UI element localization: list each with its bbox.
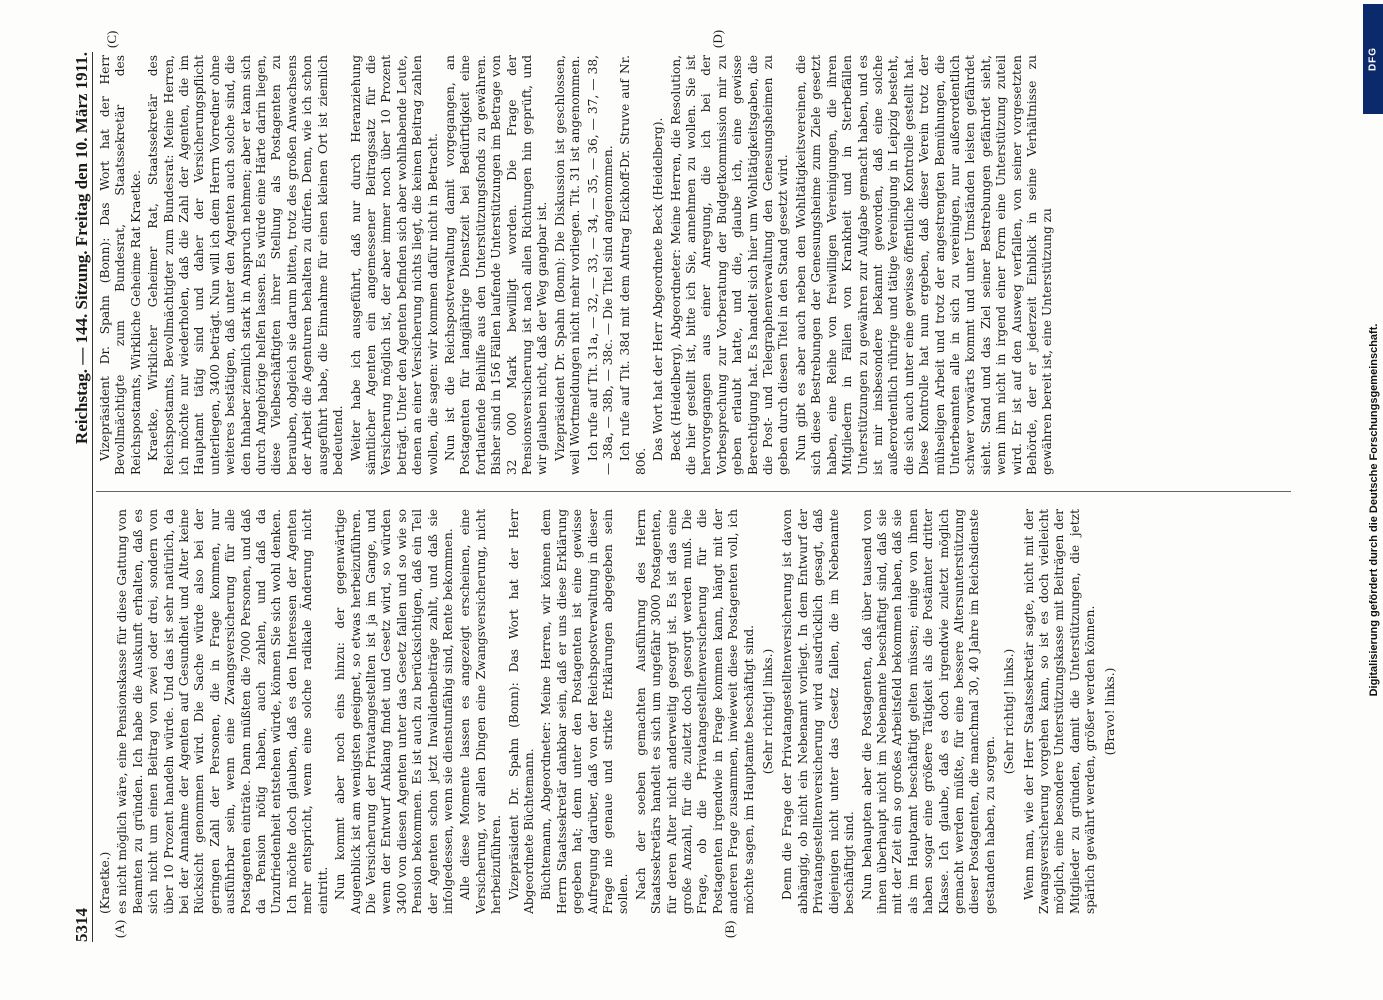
paragraph: Nun ist die Reichspostverwaltung damit vorgegangen, an Postagenten für langjährige Dienstzeit bei Bedürftigkeit eine fortlaufende Beihilfe aus den Unterstützungsfonds zu gewähren. Bisher sind in 156 Fällen laufende Unterstützungen im Betrage von 32 000 Mark bewilligt worden. Die Frage der Pensionsversicherung ist nach allen Richtungen hin geprüft, und wir glauben nicht, daß der Weg gangbar ist. — [442, 55, 550, 475]
page-header — [66, 52, 93, 942]
paragraph: Weiter habe ich ausgeführt, daß nur durch Heranziehung sämtlicher Agenten ein angemessener Beitragssatz für die Versicherung möglich ist, der aber immer noch über 10 Prozent beträgt. Unter den Agenten befinden sich aber wohlhabende Leute, denen an einer Versicherung nichts liegt, die keinen Beitrag zahlen wollen, die sagen: wir kommen dafür nicht in Betracht. — [348, 55, 440, 475]
column-divider — [96, 491, 1291, 492]
paragraph: Ich rufe auf Tit. 38d mit dem Antrag Eickhoff-Dr. Struve auf Nr. 806. — [618, 55, 648, 475]
paragraph: Das Wort hat der Herr Abgeordnete Beck (Heidelberg). — [651, 117, 666, 461]
paragraph: (Kraetke.) — [98, 851, 112, 914]
digitization-text: Digitalisierung gefördert durch die Deutsche Forschungsgemeinschaft. — [1368, 323, 1380, 697]
dfg-logo — [1363, 4, 1383, 114]
paragraph: Vizepräsident Dr. Spahn (Bonn): Das Wort hat der Herr Abgeordnete Büchtemann. — [506, 509, 536, 914]
interjection: (Bravo! links.) — [1102, 667, 1117, 756]
dfg-badge-text: DFG — [1367, 46, 1379, 72]
interjection: (Sehr richtig! links.) — [761, 648, 776, 775]
right-text-column — [98, 55, 1293, 475]
margin-mark-b: (B) — [722, 920, 737, 938]
paragraph: Büchtemann, Abgeordneter: Meine Herren, wir können dem Herrn Staatssekretär dankbar sein, daß er uns diese Erklärung gegeben hat; denn unter den Postagenten ist eine gewisse Aufregung darüber, daß von der Reichspostverwaltung in dieser Frage nie genaue und strikte Erklärungen abgegeben sein sollen. — [539, 509, 631, 914]
paragraph: Vizepräsident Dr. Spahn (Bonn): Die Diskussion ist geschlossen, weil Wortmeldungen nicht mehr vorliegen. Tit. 31 ist angenommen. — [552, 55, 583, 475]
page-number: 5314 — [72, 908, 91, 942]
paragraph: es nicht möglich wäre, eine Pensionskasse für diese Gattung von Beamten zu gründen. Ich habe die Auskunft erhalten, daß es sich nicht um einen Beitrag von zwei oder drei, sondern von über 10 Prozent handeln würde. Und das ist sehr natürlich, da bei der Annahme der Agenten auf Gesundheit und Alter keine Rücksicht genommen wird. Die Sache würde also bei der geringen Zahl der Personen, die in Frage kommen, nur ausführbar sein, wenn eine Zwangsversicherung für alle Postagenten einträte. Dann müßten die 7000 Personen, und daß da Pension nötig haben, auch zahlen, und daß da Unzufriedenheit entstehen würde, können Sie sich wohl denken. Ich möchte doch glauben, daß es den Interessen der Agenten mehr entspricht, wenn eine solche radikale Änderung nicht eintritt. — [115, 509, 330, 914]
digitization-notice — [1366, 120, 1382, 900]
paragraph: Ich rufe auf Tit. 31a, — 32, — 33, — 34, — 35, — 36, — 37, — 38, — 38a, — 38b, — 38c. — Die Titel sind angenommen. — [585, 55, 615, 475]
margin-mark-d: (D) — [710, 29, 725, 48]
margin-mark-c: (C) — [104, 30, 119, 48]
paragraph: Vizepräsident Dr. Spahn (Bonn): Das Wort hat der Herr Bevollmächtigte zum Bundesrat, Staatssekretär des Reichspostamts, Wirkliche Geheime Rat Kraetke. — [98, 55, 143, 475]
paragraph: Denn die Frage der Privatangestelltenversicherung ist davon abhängig, ob nicht ein Nebenamt vorliegt. In dem Entwurf der Privatangestelltenversicherung wird ausdrücklich gesagt, daß diejenigen nicht unter das Gesetz fallen, die im Nebenamte beschäftigt sind. — [780, 509, 857, 914]
paragraph: Nun gibt es aber auch neben den Wohltätigkeitsvereinen, die sich diese Bestrebungen der Genesungsheime zum Ziele gesetzt haben, eine Reihe von freiwilligen Vereinigungen, die ihren Mitgliedern in Fällen von Krankheit und in Sterbefällen Unterstützungen zu gewähren zur Aufgabe gemacht haben, und es ist mir insbesondere bekannt geworden, daß eine solche außerordentlich rührige und tätige Vereinigung in Leipzig besteht, die sich auch unter eine gewisse öffentliche Kontrolle gestellt hat. Diese Kontrolle hat nun ergeben, daß dieser Verein trotz der mühseligen Arbeit und trotz der angestrengten Bemühungen, die Unterbeamten alle in sich zu vereinigen, nur außerordentlich schwer vorwärts kommt und unter Umständen leisten gefährdet sieht. Stand und das Ziel seiner Bestrebungen gefährdet sieht, wenn ihm nicht in irgend einer Form eine Unterstützung zuteil wird. Er ist auf den Ausweg verfallen, von seiner vorgesetzten Behörde, der er jederzeit Einblick in seine Verhältnisse zu gewähren bereit ist, eine Unterstützung zu — [793, 55, 1055, 475]
interjection: (Sehr richtig! links.) — [1002, 648, 1017, 775]
paragraph: Alle diese Momente lassen es angezeigt erscheinen, eine Versicherung, vor allen Dingen eine Zwangsversicherung, nicht herbeizuführen. — [458, 509, 504, 914]
paragraph: Wenn man, wie der Herr Staatssekretär sagte, nicht mit der Zwangsversicherung vorgehen kann, so ist es doch vielleicht möglich, eine besondere Unterstützungskasse mit Beiträgen der Mitglieder zu gründen, damit die Unterstützungen, die jetzt spärlich gewährt werden, größer werden können. — [1021, 509, 1098, 914]
paragraph: Beck (Heidelberg), Abgeordneter: Meine Herren, die Resolution, die hier gestellt ist, bitte ich Sie, annehmen zu wollen. Sie ist hervorgegangen aus einer Anregung, die ich bei der Vorbesprechung zur Vorberatung der Budgetkommission mir zu geben erlaubt hatte, und die, glaube ich, eine gewisse Berechtigung hat. Es handelt sich hier um Wohltätigkeitsgaben, die die Post- und Telegraphenverwaltung den Genesungsheimen zu geben durch diesen Titel in den Stand gesetzt wird. — [668, 55, 791, 475]
paragraph: Nun behaupten aber die Postagenten, daß über tausend von ihnen überhaupt nicht im Nebenamte beschäftigt sind, daß sie mit der Zeit ein so großes Arbeitsfeld bekommen haben, daß sie als im Hauptamt beschäftigt gelten müssen; einige von ihnen haben sogar eine größere Tätigkeit als die Postämter dritter Klasse. Ich glaube, daß es doch irgendwie zuletzt möglich gemacht werden müßte, für eine bessere Altersunterstützung dieser Postagenten, die manchmal 30, 40 Jahre im Reichsdienste gestanden haben, zu sorgen. — [859, 509, 997, 914]
left-text-column — [98, 509, 1293, 914]
paragraph: Nach der soeben gemachten Ausführung des Herrn Staatssekretärs handelt es sich um ungefähr 3000 Postagenten, für deren Alter nicht anderweitig gesorgt ist. Es ist das eine große Anzahl, für die zuletzt doch gesorgt werden muß. Die Frage, ob die Privatangestelltenversicherung für die Postagenten irgendwie in Frage kommen kann, hängt mit der anderen Frage zusammen, inwieweit diese Postagenten voll, ich möchte sagen, im Hauptamte beschäftigt sind. — [633, 509, 756, 914]
paragraph: Nun kommt aber noch eins hinzu: der gegenwärtige Augenblick ist am wenigsten geeignet, so etwas herbeizuführen. Die Versicherung der Privatangestellten ist ja im Gange, und wenn der Entwurf Anklang findet und Gesetz wird, so würden 3400 von diesen Agenten unter das Gesetz fallen und so wie so Pension bekommen. Es ist auch zu berücksichtigen, daß ein Teil der Agenten schon jetzt Invalidenbeiträge zahlt, und daß sie infolgedessen, wenn sie dienstunfähig sind, Rente bekommen. — [333, 509, 455, 914]
paragraph: Kraetke, Wirklicher Geheimer Rat, Staatssekretär des Reichspostamts, Bevollmächtigter zum Bundesrat: Meine Herren, ich möchte nur wiederholen, daß die Zahl der Agenten, die im Hauptamt tätig sind und daher der Versicherungspflicht unterliegen, 3400 beträgt. Nun will ich dem Herrn Vorredner ohne weiteres bestätigen, daß unter den Agenten auch solche sind, die den Inhaber ziemlich stark in Anspruch nehmen; aber er kann sich durch Angehörige helfen lassen. Es würde eine Härte darin liegen, diese Vielbeschäftigten ihrer Stellung als Postagenten zu berauben, obgleich sie darum bitten, trotz des großen Anwachsens der Arbeit die Agenturen behalten zu dürfen. Denn, wie ich schon ausgeführt habe, die Einnahme für einen kleinen Ort ist ziemlich bedeutend. — [146, 55, 346, 475]
page-title: Reichstag. — 144. Sitzung. Freitag den 10. März 1911. — [72, 52, 91, 445]
margin-mark-a: (A) — [112, 919, 127, 938]
